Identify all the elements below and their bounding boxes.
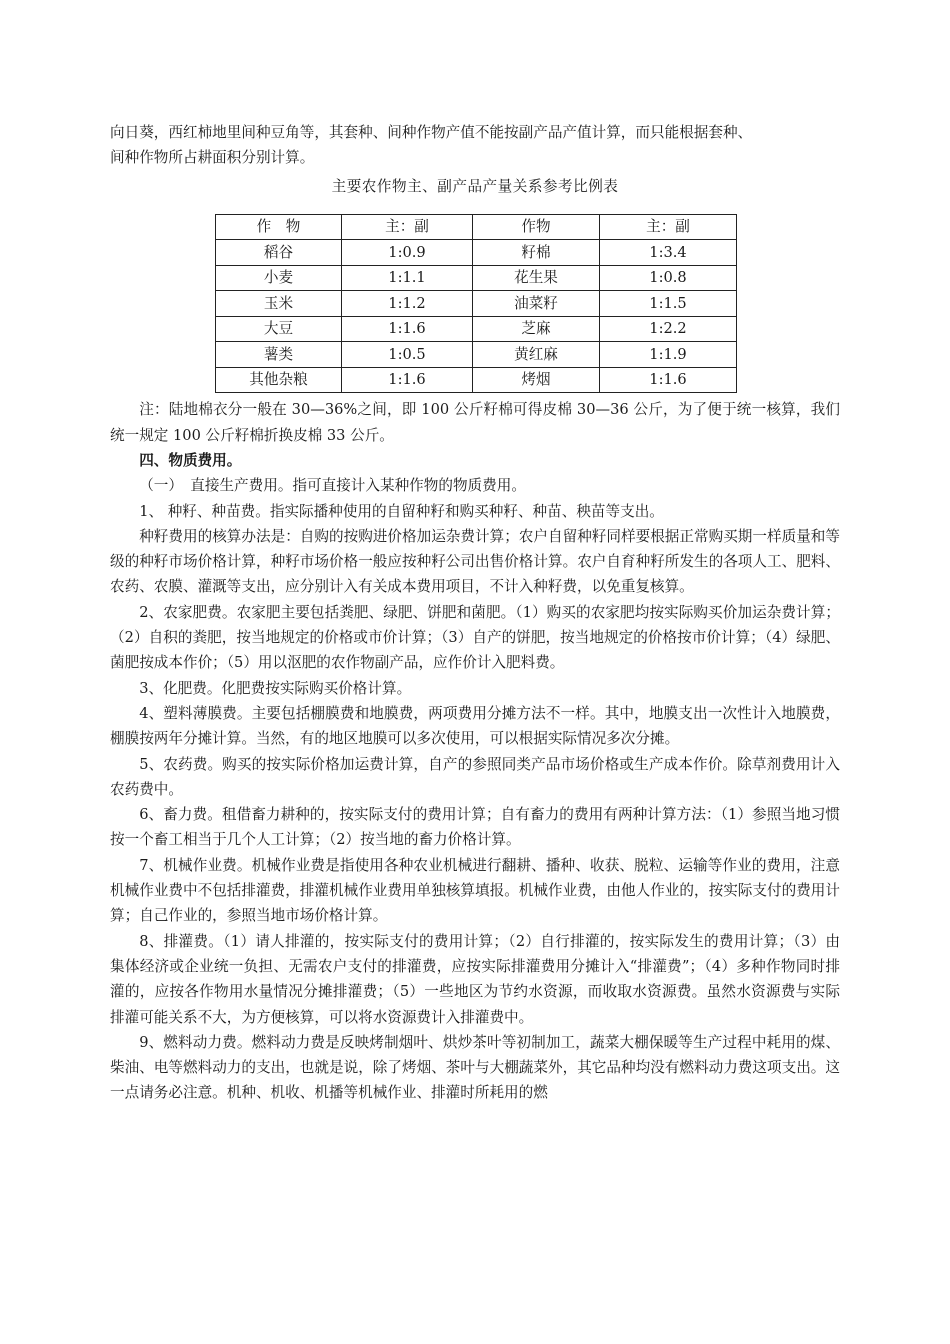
ratio-cell: 1:2.2 [600,316,737,342]
item-manure-cost: 2、农家肥费。农家肥主要包括粪肥、绿肥、饼肥和菌肥。（1）购买的农家肥均按实际购买价加运杂费计算；（2）自积的粪肥，按当地规定的价格或市价计算；（3）自产的饼肥，按当地规定的价格按市价计算；（4）绿肥、菌肥按成本作价；（5）用以沤肥的农作物副产品，应作价计入肥料费。 [110,603,840,672]
item-fuel-power-cost: 9、燃料动力费。燃料动力费是反映烤制烟叶、烘炒茶叶等初制加工，蔬菜大棚保暖等生产过程中耗用的煤、柴油、电等燃料动力的支出，也就是说，除了烤烟、茶叶与大棚蔬菜外，其它品种均没有燃料动力费这项支出。这一点请务必注意。机种、机收、机播等机械作业、排灌时所耗用的燃 [110,1033,840,1102]
item-fertilizer-cost: 3、化肥费。化肥费按实际购买价格计算。 [139,679,412,697]
ratio-cell: 1:1.6 [600,367,737,393]
ratio-cell: 1:1.5 [600,291,737,317]
ratio-table [215,214,737,394]
ratio-cell: 1:0.9 [342,240,473,266]
subsection-direct-costs: （一） 直接生产费用。指可直接计入某种作物的物质费用。 [139,477,526,495]
ratio-cell: 1:3.4 [600,240,737,266]
ratio-cell: 1:1.9 [600,342,737,368]
header-crop-2: 作物 [473,214,600,240]
table-header-row [216,214,737,240]
section-heading: 四、物质费用。 [139,451,242,469]
item-plastic-film-cost: 4、塑料薄膜费。主要包括棚膜费和地膜费，两项费用分摊方法不一样。其中，地膜支出一次性计入地膜费，棚膜按两年分摊计算。当然，有的地区地膜可以多次使用，可以根据实际情况多次分摊。 [110,704,840,748]
table-caption: 主要农作物主、副产品产量关系参考比例表 [331,177,619,195]
ratio-cell: 1:1.2 [342,291,473,317]
header-ratio-1: 主：副 [342,214,473,240]
crop-cell: 玉米 [216,291,342,317]
ratio-cell: 1:0.5 [342,342,473,368]
header-ratio-2: 主：副 [600,214,737,240]
item-pesticide-cost: 5、农药费。购买的按实际价格加运费计算，自产的参照同类产品市场价格或生产成本作价。除草剂费用计入农药费中。 [110,755,840,798]
crop-cell: 油菜籽 [473,291,600,317]
table-row [216,342,737,368]
item-irrigation-cost: 8、排灌费。（1）请人排灌的，按实际支付的费用计算；（2）自行排灌的，按实际发生的费用计算；（3）由集体经济或企业统一负担、无需农户支付的排灌费，应按实际排灌费用分摊计入“排灌费”；（4）多种作物同时排灌的，应按各作物用水量情况分摊排灌费；（5）一些地区为节约水资源，而收取水资源费。虽然水资源费与实际排灌可能关系不大，为方便核算，可以将水资源费计入排灌费中。 [110,932,840,1026]
intro-line-1: 向日葵，西红柿地里间种豆角等，其套种、间种作物产值不能按副产品产值计算，而只能根据套种、 [110,124,753,141]
cotton-note: 注：陆地棉衣分一般在 30—36%之间，即 100 公斤籽棉可得皮棉 30—36 公斤，为了便于统一核算，我们统一规定 100 公斤籽棉折换皮棉 33 公斤。 [110,401,840,444]
table-row [216,367,737,393]
ratio-cell: 1:1.6 [342,367,473,393]
ratio-cell: 1:0.8 [600,265,737,291]
ratio-cell: 1:1.1 [342,265,473,291]
crop-cell: 小麦 [216,265,342,291]
document-page [110,120,840,1106]
crop-cell: 芝麻 [473,316,600,342]
table-row [216,291,737,317]
crop-cell: 大豆 [216,316,342,342]
table-row [216,265,737,291]
item-machinery-cost: 7、机械作业费。机械作业费是指使用各种农业机械进行翻耕、播种、收获、脱粒、运输等作业的费用，注意机械作业费中不包括排灌费，排灌机械作业费用单独核算填报。机械作业费，由他人作业的，按实际支付的费用计算；自己作业的，参照当地市场价格计算。 [110,856,840,925]
crop-cell: 籽棉 [473,240,600,266]
ratio-cell: 1:1.6 [342,316,473,342]
crop-cell: 薯类 [216,342,342,368]
table-row [216,240,737,266]
crop-cell: 其他杂粮 [216,367,342,393]
crop-cell: 烤烟 [473,367,600,393]
crop-cell: 黄红麻 [473,342,600,368]
item-seed-accounting: 种籽费用的核算办法是：自购的按购进价格加运杂费计算；农户自留种籽同样要根据正常购买期一样质量和等级的种籽市场价格计算，种籽市场价格一般应按种籽公司出售价格计算。农户自育种籽所发生的各项人工、肥料、农药、农膜、灌溉等支出，应分别计入有关成本费用项目，不计入种籽费，以免重复核算。 [110,527,840,596]
crop-cell: 稻谷 [216,240,342,266]
item-animal-power-cost: 6、畜力费。租借畜力耕种的，按实际支付的费用计算；自有畜力的费用有两种计算方法：（1）参照当地习惯按一个畜工相当于几个人工计算；（2）按当地的畜力价格计算。 [110,806,840,849]
crop-cell: 花生果 [473,265,600,291]
header-crop-1: 作 物 [216,214,342,240]
item-seed-cost: 1、 种籽、种苗费。指实际播种使用的自留种籽和购买种籽、种苗、秧苗等支出。 [139,502,664,520]
intro-line-2: 间种作物所占耕面积分别计算。 [110,149,315,167]
table-row [216,316,737,342]
